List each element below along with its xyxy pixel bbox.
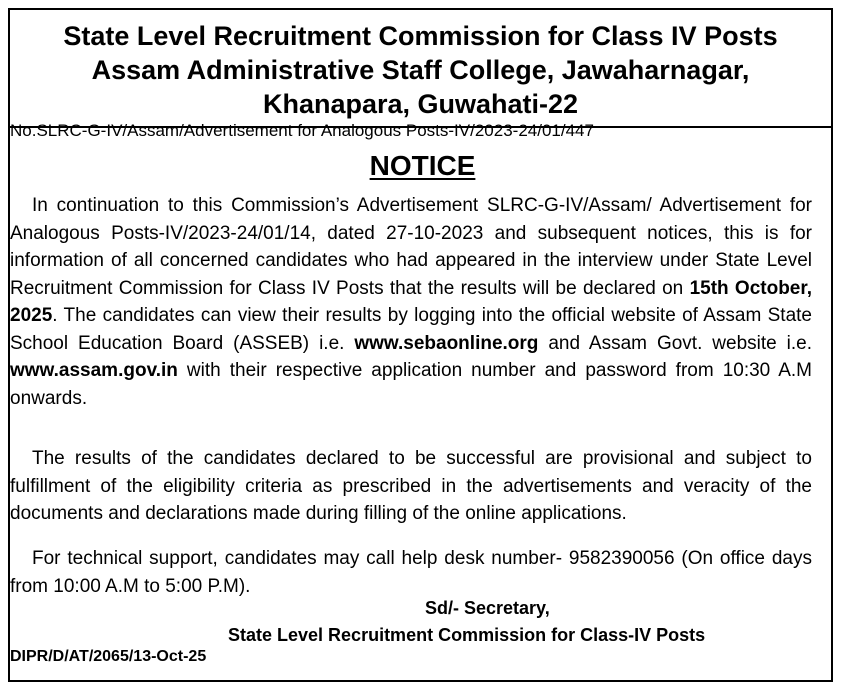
header-address-line1: Assam Administrative Staff College, Jawaharnagar, [91, 55, 750, 85]
header-address-line2: Khanapara, Guwahati-22 [262, 89, 579, 119]
notice-title: NOTICE [369, 150, 476, 181]
header-block [10, 10, 831, 128]
para1-text-a: In continuation to this Commission’s Advertisement SLRC-G-IV/Assam/ Advertisement for Analogous Posts-IV/2023-24/01/14, dated 27-10-2023 and subsequent notices, this is for information of all concerned candidates who had appeared in the interview under State Level Recruitment Commission for Class IV Posts that the results will be declared on [10, 195, 812, 299]
signature-line: Sd/- Secretary, [425, 598, 550, 618]
para1-text-d: with their respective application number and password from 10:30 A.M onwards. [10, 360, 812, 409]
paragraph-1 [10, 192, 812, 412]
paragraph-3: For technical support, candidates may call help desk number- 9582390056 (On office days from 10:00 A.M to 5:00 P.M). [10, 548, 812, 597]
dipr-number: DIPR/D/AT/2065/13-Oct-25 [10, 648, 207, 665]
website-assam: www.assam.gov.in [10, 360, 178, 381]
signature-designation: State Level Recruitment Commission for Class-IV Posts [228, 625, 706, 645]
website-seba: www.sebaonline.org [354, 332, 539, 354]
header-title: State Level Recruitment Commission for Class IV Posts [63, 21, 778, 51]
paragraph-2: The results of the candidates declared to be successful are provisional and subject to fulfillment of the eligibility criteria as prescribed in the advertisements and veracity of the documents and declarations made during filling of the online applications. [10, 448, 812, 524]
reference-number: No.SLRC-G-IV/Assam/Advertisement for Analogous Posts-IV/2023-24/01/447 [10, 121, 594, 140]
result-date: 15th October, 2025 [10, 277, 813, 326]
para1-text-b: . The candidates can view their results by logging into the official website of Assam State School Education Board (ASSEB) i.e. [10, 305, 812, 354]
para1-text-c: and Assam Govt. website i.e. [538, 332, 812, 354]
